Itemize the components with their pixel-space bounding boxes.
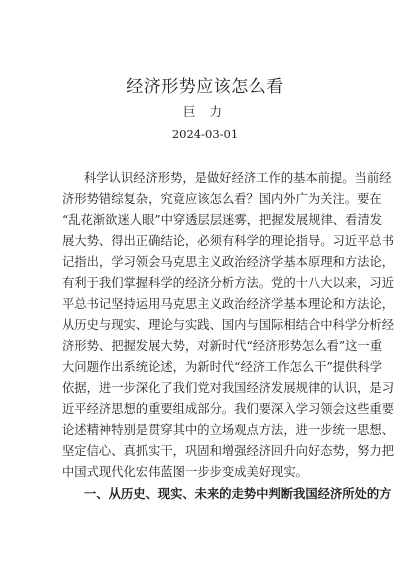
- paragraph-line: 展大势、得出正确结论，必须有科学的理论指导。习近平总书: [62, 234, 395, 248]
- paragraph-line: 济形势错综复杂，究竟应该怎么看？国内外广为关注。要在: [62, 192, 382, 206]
- article-body: [62, 168, 395, 504]
- paragraph-line: “乱花渐欲迷人眼”中穿透层层迷雾，把握发展规律、看清发: [62, 213, 382, 227]
- article-author: 巨 力: [183, 104, 227, 119]
- paragraph-line: 科学认识经济形势，是做好经济工作的基本前提。当前经: [84, 171, 392, 185]
- paragraph-line: 依据，进一步深化了我们党对我国经济发展规律的认识，是习: [62, 381, 395, 395]
- paragraph-line: 中国式现代化宏伟蓝图一步步变成美好现实。: [62, 465, 308, 479]
- paragraph-line: 平总书记坚持运用马克思主义政治经济学基本理论和方法论，: [62, 297, 395, 311]
- section-heading: 一、从历史、现实、未来的走势中判断我国经济所处的方: [84, 486, 392, 501]
- paragraph-line: 大问题作出系统论述，为新时代“经济工作怎么干”提供科学: [62, 360, 382, 374]
- article-date: 2024-03-01: [171, 127, 239, 141]
- paragraph-line: 坚定信心、真抓实干，巩固和增强经济回升向好态势，努力把: [62, 444, 395, 458]
- article-title: 经济形势应该怎么看: [126, 77, 284, 97]
- paragraph-line: 论述精神特别是贯穿其中的立场观点方法，进一步统一思想、: [62, 423, 395, 437]
- paragraph-line: 有利于我们掌握科学的经济分析方法。党的十八大以来，习近: [62, 276, 395, 290]
- paragraph-line: 记指出，学习领会马克思主义政治经济学基本原理和方法论，: [62, 255, 395, 269]
- paragraph-line: 近平经济思想的重要组成部分。我们要深入学习领会这些重要: [62, 402, 395, 416]
- paragraph-line: 从历史与现实、理论与实践、国内与国际相结合中科学分析经: [62, 318, 395, 332]
- paragraph-line: 济形势、把握发展大势，对新时代“经济形势怎么看”这一重: [62, 339, 382, 353]
